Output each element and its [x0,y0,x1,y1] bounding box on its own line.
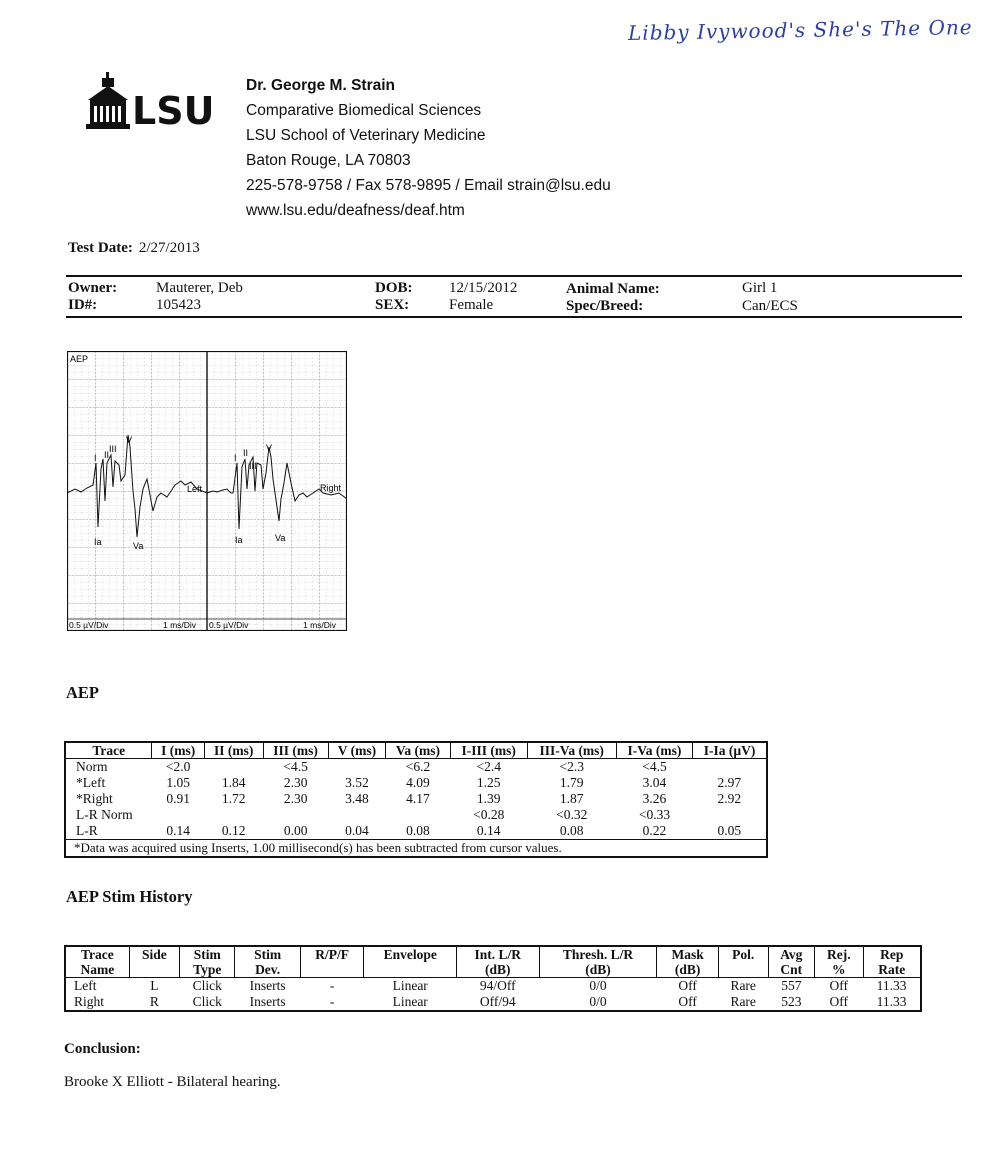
right-scale-time: 1 ms/Div [303,620,337,630]
left-peak-iii-label: III [109,444,117,454]
aep-value-cell: <2.0 [165,759,191,774]
left-peak-va-label: Va [133,541,144,551]
test-date [68,240,200,257]
aep-value-cell: 2.30 [283,791,308,806]
stim-value-cell: Off [678,978,697,993]
aep-section-title: AEP [66,683,99,702]
aep-header-cell: I-Ia (µV) [693,742,767,759]
stim-header-line: % [832,962,846,977]
stim-header-cell [65,946,129,978]
header-line-department: Comparative Biomedical Sciences [246,102,482,119]
stim-value-cell: Off [678,994,697,1009]
divider-top [66,275,962,277]
aep-trace-cell: *Right [76,791,113,806]
right-trace-label: Right [320,483,342,493]
stim-value-cell: Linear [392,978,428,993]
aep-value-cell: 0.04 [345,823,369,838]
aep-trace-cell: *Left [76,775,106,790]
stim-value-cell: 523 [781,994,802,1009]
stim-value-cell: 11.33 [876,994,907,1009]
right-peak-v-label: V [266,443,273,453]
stim-header-line [305,962,360,977]
stim-value-cell: 0/0 [589,978,607,993]
stim-header-line: Trace [81,947,114,962]
aep-header-cell: Trace [65,742,152,759]
stim-header-cell [364,946,457,978]
aep-value-cell: 0.22 [642,823,667,838]
stim-header-line [134,962,175,977]
aep-value-cell [263,807,328,823]
conclusion-label: Conclusion: [64,1041,141,1057]
right-scale-voltage: 0.5 µV/Div [209,620,249,630]
aep-value-cell: 2.92 [717,791,742,806]
stim-header-line: Dev. [255,962,281,977]
aep-value-cell [386,807,451,823]
stim-header-cell [129,946,179,978]
aep-footnote-row [65,840,767,858]
conclusion-text: Brooke X Elliott - Bilateral hearing. [64,1074,281,1090]
aep-trace-cell: Norm [76,759,108,774]
lsu-logo [82,72,232,132]
stim-value-cell: Click [192,978,222,993]
sex-label: SEX: [375,297,410,313]
aep-table-row [65,823,767,840]
aep-results-table [64,741,768,858]
sex-value: Female [449,297,494,313]
aep-table-row [65,775,767,791]
aep-header-cell: II (ms) [204,742,263,759]
aep-header-cell: Va (ms) [386,742,451,759]
stim-trace-name-cell: Right [74,994,105,1009]
stim-table-row [65,978,921,995]
aep-value-cell: <2.3 [559,759,584,774]
aep-value-cell: 1.87 [559,791,584,806]
header-line-contact: 225-578-9758 / Fax 578-9895 / Email strain@lsu.edu [246,177,611,194]
stim-header-cell [718,946,768,978]
aep-value-cell: <4.5 [283,759,308,774]
aep-header-cell: III-Va (ms) [527,742,616,759]
aep-header-cell: I-III (ms) [450,742,527,759]
stim-header-line: Stim [254,947,282,962]
aep-header-row [65,742,767,759]
aep-value-cell: <0.32 [556,807,588,822]
owner-value: Mauterer, Deb [156,280,243,296]
aep-value-cell: 3.04 [642,775,667,790]
aep-value-cell [204,807,263,823]
aep-header-cell: V (ms) [328,742,386,759]
stim-history-table [64,945,922,1012]
aep-trace-cell: L-R [76,823,98,838]
stim-trace-name-cell: Left [74,978,97,993]
left-scale-time: 1 ms/Div [163,620,197,630]
right-peak-iii-label: III [249,461,257,471]
animal-name-value: Girl 1 [742,280,778,296]
stim-header-cell [768,946,814,978]
stim-value-cell: Inserts [249,994,286,1009]
stim-header-line: Avg [780,947,803,962]
stim-header-line: Stim [193,947,221,962]
stim-header-line: Envelope [383,947,437,962]
stim-header-cell [657,946,718,978]
right-peak-i-label: I [234,453,237,463]
aep-value-cell: 0.14 [476,823,501,838]
header-line-school: LSU School of Veterinary Medicine [246,127,486,144]
stim-header-cell [180,946,235,978]
aep-value-cell: 0.05 [717,823,742,838]
aep-value-cell: <2.4 [476,759,501,774]
spec-breed-label: Spec/Breed: [566,298,644,314]
stim-header-cell [457,946,540,978]
aep-value-cell: 3.26 [642,791,667,806]
aep-value-cell: 3.52 [345,775,369,790]
header-line-website: www.lsu.edu/deafness/deaf.htm [246,202,465,219]
aep-value-cell: 1.72 [221,791,246,806]
stim-value-cell: 557 [781,978,802,993]
stim-value-cell: Off [829,978,849,993]
stim-value-cell: Rare [730,994,756,1009]
aep-value-cell: 1.79 [559,775,584,790]
aep-table-row [65,807,767,823]
aep-value-cell [328,807,386,823]
stim-header-line: Pol. [732,947,755,962]
stim-header-line: Int. L/R [474,947,522,962]
doctor-name: Dr. George M. Strain [246,77,396,94]
owner-label: Owner: [68,280,118,296]
stim-header-cell [815,946,864,978]
stim-header-line: (dB) [585,962,611,977]
test-date-value: 2/27/2013 [138,240,200,256]
stim-header-line: Mask [671,947,704,962]
header-line-address: Baton Rouge, LA 70803 [246,152,411,169]
aep-value-cell: <6.2 [405,759,431,774]
stim-value-cell: Linear [392,994,428,1009]
aep-value-cell [204,759,263,776]
stim-value-cell: 11.33 [876,978,907,993]
stim-value-cell: Inserts [249,978,286,993]
right-peak-va-label: Va [275,533,286,543]
stim-header-line: R/P/F [315,947,349,962]
aep-value-cell: 0.12 [221,823,246,838]
stim-header-line: Side [142,947,167,962]
aep-header-cell: I (ms) [152,742,204,759]
stim-value-cell: Click [192,994,222,1009]
id-label: ID#: [68,297,98,313]
aep-value-cell: <4.5 [642,759,667,774]
aep-footnote: *Data was acquired using Inserts, 1.00 millisecond(s) has been subtracted from cursor values. [65,840,767,858]
dob-label: DOB: [375,280,413,296]
aep-value-cell: 0.14 [166,823,190,838]
stim-value-cell: 0/0 [589,994,607,1009]
aep-value-cell [693,759,767,776]
aep-trace-cell: L-R Norm [76,807,133,822]
aep-value-cell: <0.28 [473,807,505,822]
aep-value-cell: 0.00 [283,823,308,838]
stim-header-row [65,946,921,978]
aep-value-cell: 1.39 [476,791,501,806]
handwritten-note: Libby Ivywood's She's The One [627,14,973,46]
aep-value-cell: 0.08 [559,823,584,838]
stim-header-line: Name [80,962,115,977]
left-trace-label: Left [187,484,203,494]
aep-value-cell [693,807,767,823]
stim-header-cell [863,946,921,978]
stim-header-line: Thresh. L/R [562,947,634,962]
plot-title: AEP [70,354,89,364]
stim-header-line: Rep [880,947,904,962]
stim-header-line: Rej. [826,947,851,962]
spec-breed-value: Can/ECS [742,298,798,314]
aep-value-cell [152,807,204,823]
stim-history-title: AEP Stim History [66,887,193,906]
aep-value-cell: 4.09 [406,775,430,790]
stim-value-cell: - [329,994,335,1009]
aep-value-cell: 2.30 [283,775,308,790]
stim-header-line [368,962,452,977]
stim-header-line: Rate [878,962,906,977]
aep-value-cell: 1.25 [476,775,501,790]
aep-value-cell: 2.97 [717,775,742,790]
stim-header-line: Cnt [780,962,803,977]
aep-value-cell: 1.05 [166,775,190,790]
id-value: 105423 [156,297,201,313]
left-peak-i-label: I [94,453,97,463]
dob-value: 12/15/2012 [449,280,518,296]
aep-value-cell: 1.84 [221,775,246,790]
stim-value-cell: Rare [730,978,756,993]
stim-value-cell: Off/94 [479,994,516,1009]
animal-name-label: Animal Name: [566,281,660,297]
stim-value-cell: R [149,994,159,1009]
aep-header-cell: III (ms) [263,742,328,759]
aep-table-row [65,791,767,807]
left-peak-ia-label: Ia [94,537,102,547]
test-date-label: Test Date: [68,240,133,256]
stim-value-cell: 94/Off [479,978,516,993]
stim-header-line [723,962,764,977]
stim-value-cell: Off [829,994,849,1009]
stim-header-cell [539,946,657,978]
stim-header-line: (dB) [674,962,701,977]
divider-bottom [66,316,962,318]
aep-value-cell: <0.33 [638,807,671,822]
aep-value-cell: 4.17 [406,791,430,806]
left-scale-voltage: 0.5 µV/Div [69,620,109,630]
aep-value-cell: 0.08 [406,823,430,838]
stim-value-cell: L [150,978,159,993]
left-peak-v-label: V [126,435,133,445]
aep-header-cell: I-Va (ms) [616,742,692,759]
aep-value-cell [328,759,386,776]
aep-waveform-plot [67,351,347,631]
aep-value-cell: 3.48 [345,791,369,806]
aep-table-row [65,759,767,776]
stim-header-line: Type [193,962,222,977]
aep-value-cell: 0.91 [166,791,190,806]
stim-table-row [65,994,921,1011]
stim-header-line: (dB) [485,962,511,977]
letterhead [246,73,611,223]
stim-header-cell [300,946,364,978]
left-peak-ii-label: II [104,450,110,460]
logo-text: LSU [132,89,215,132]
stim-value-cell: - [329,978,335,993]
right-peak-ii-label: II [243,448,249,458]
right-peak-ia-label: Ia [235,535,243,545]
stim-header-cell [235,946,300,978]
